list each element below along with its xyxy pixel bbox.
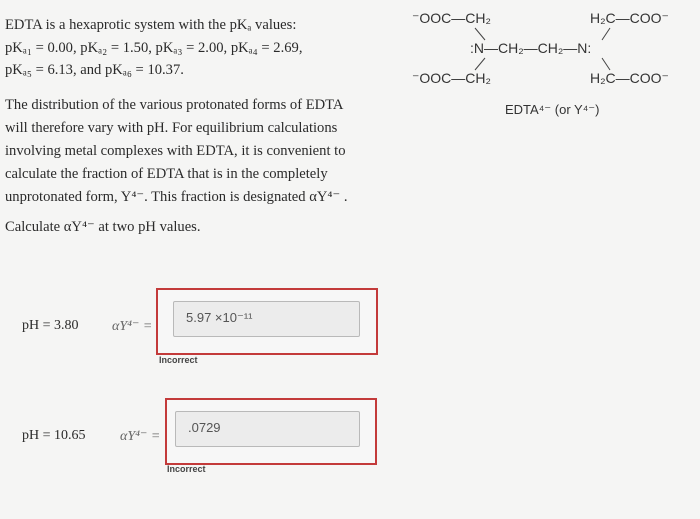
description-line-4: calculate the fraction of EDTA that is in the completely [5, 166, 328, 182]
structure-middle: :N—CH₂—CH₂—N: [470, 40, 592, 56]
intro-line-2: pKₐ₁ = 0.00, pKₐ₂ = 1.50, pKₐ₃ = 2.00, pKₐ₄ = 2.69, [5, 40, 303, 56]
structure-top-right: H₂C—COO⁻ [590, 10, 669, 26]
structure-bottom-left: ⁻OOC—CH₂ [412, 70, 491, 86]
status-incorrect-1: Incorrect [159, 355, 198, 365]
alpha-label-1: αY⁴⁻ = [112, 319, 153, 334]
intro-line-3: pKₐ₅ = 6.13, and pKₐ₆ = 10.37. [5, 62, 184, 78]
structure-caption: EDTA⁴⁻ (or Y⁴⁻) [505, 102, 600, 117]
alpha-label-2: αY⁴⁻ = [120, 429, 161, 444]
answer-input-2[interactable]: .0729 [175, 411, 360, 447]
description-line-3: involving metal complexes with EDTA, it is convenient to [5, 143, 346, 159]
description-line-1: The distribution of the various protonated forms of EDTA [5, 97, 344, 113]
intro-line-1: EDTA is a hexaprotic system with the pKₐ values: [5, 17, 297, 33]
description-line-2: will therefore vary with pH. For equilibrium calculations [5, 120, 338, 136]
description-line-5: unprotonated form, Y⁴⁻. This fraction is designated αY⁴⁻ . [5, 189, 348, 205]
structure-bonds [460, 26, 640, 74]
status-incorrect-2: Incorrect [167, 464, 206, 474]
instruction-text: Calculate αY⁴⁻ at two pH values. [5, 219, 201, 235]
structure-bottom-right: H₂C—COO⁻ [590, 70, 669, 86]
answer-input-1[interactable]: 5.97 ×10⁻¹¹ [173, 301, 360, 337]
structure-top-left: ⁻OOC—CH₂ [412, 10, 491, 26]
ph-label-2: pH = 10.65 [22, 428, 86, 443]
ph-label-1: pH = 3.80 [22, 318, 79, 333]
